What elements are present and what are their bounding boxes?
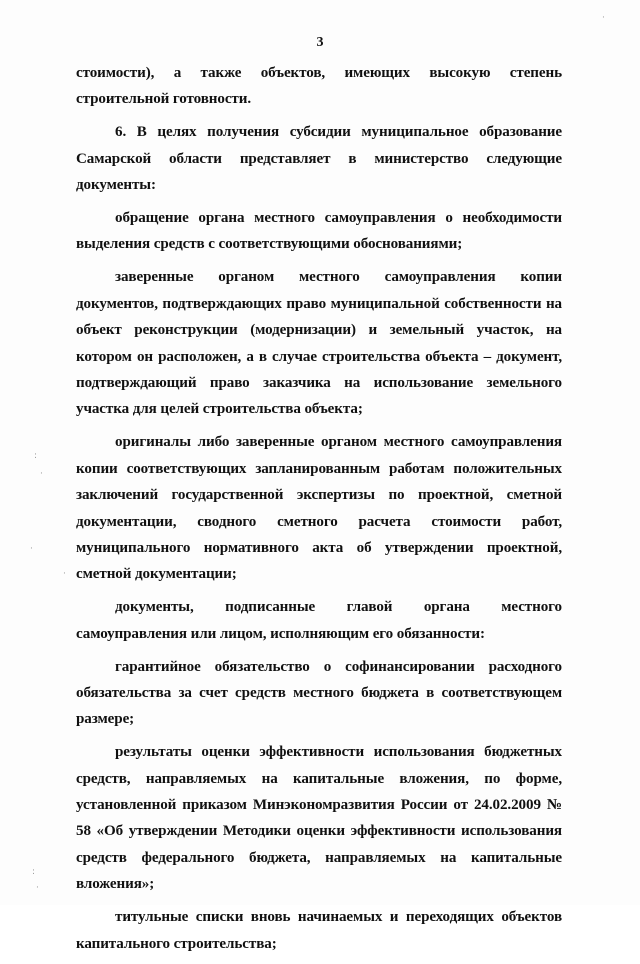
paragraph-item-6: 6. В целях получения субсидии муниципальное образование Самарской области представляет в министерство следующие документы:	[76, 124, 562, 194]
page-number: 3	[316, 35, 324, 50]
scan-speck: ·	[63, 569, 66, 579]
paragraph-efficiency-assessment: результаты оценки эффективности использования бюджетных средств, направляемых на капитальные вложения, по форме, установленной приказом Минэкономразвития России от 24.02.2009 № 58 «Об утверждении Методики оценки эффективности использования средств федерального бюджета, направляемых на капитальные вложения»;	[76, 744, 562, 893]
paragraph-signed-documents: документы, подписанные главой органа местного самоуправления или лицом, исполняющим его обязанности:	[76, 599, 562, 642]
scan-speck: ·	[602, 13, 605, 23]
paragraph-guarantee-obligation: гарантийное обязательство о софинансировании расходного обязательства за счет средств местного бюджета в соответствующем размере;	[76, 658, 562, 728]
paragraph-expertise-conclusions: оригиналы либо заверенные органом местного самоуправления копии соответствующих запланированным работам положительных заключений государственной экспертизы по проектной, сметной документации, сводного сметного расчета стоимости работ, муниципального нормативного акта об утверждении проектной, сметной документации;	[76, 434, 562, 583]
scan-speck: ·	[40, 469, 43, 479]
paragraph-ownership-copies: заверенные органом местного самоуправления копии документов, подтверждающих право муниципальной собственности на объект реконструкции (модернизации) и земельный участок, на котором он расположен, а в случае строительства объекта – документ, подтверждающий право заказчика на использование земельного участка для целей строительства объекта;	[76, 269, 562, 418]
scan-speck: ·	[30, 544, 33, 554]
paragraph-title-lists: титульные списки вновь начинаемых и переходящих объектов капитального строительства;	[76, 909, 562, 952]
document-body	[76, 60, 562, 964]
scan-speck: :	[34, 451, 38, 461]
scan-speck: ·	[36, 883, 39, 893]
scan-speck: :	[32, 867, 36, 877]
paragraph-request-letter: обращение органа местного самоуправления о необходимости выделения средств с соответствующими обоснованиями;	[76, 210, 562, 253]
paragraph-continuation: стоимости), а также объектов, имеющих высокую степень строительной готовности.	[76, 65, 562, 108]
